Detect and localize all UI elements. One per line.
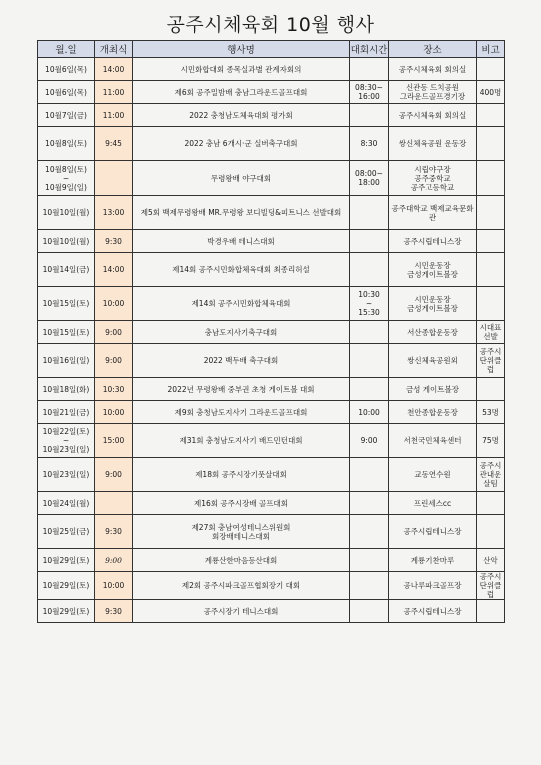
cell-event-name: 제6회 공주밀밤배 충남그라운드골프대회 [133, 81, 350, 104]
cell-duration: 10:30 ~ 15:30 [350, 287, 389, 321]
cell-note [477, 161, 505, 196]
cell-duration: 08:30~ 16:00 [350, 81, 389, 104]
cell-event-name: 공주시장기 테니스대회 [133, 600, 350, 623]
cell-duration [350, 344, 389, 378]
cell-time: 10:30 [95, 378, 133, 401]
table-row [38, 572, 505, 600]
cell-date: 10월21일(금) [38, 401, 95, 424]
cell-time: 14:00 [95, 253, 133, 287]
cell-time: 9:30 [95, 600, 133, 623]
header-venue: 장소 [389, 41, 477, 58]
cell-event-name: 제27회 충남여성테니스위원회 회장배테니스대회 [133, 515, 350, 549]
cell-event-name: 충남도지사기축구대회 [133, 321, 350, 344]
cell-date: 10월16일(일) [38, 344, 95, 378]
cell-venue: 시민운동장 금성게이트볼장 [389, 253, 477, 287]
cell-time: 10:00 [95, 287, 133, 321]
table-row [38, 401, 505, 424]
cell-duration [350, 321, 389, 344]
cell-venue: 쌍신체육공원외 [389, 344, 477, 378]
table-header-row [38, 41, 505, 58]
cell-time: 9:45 [95, 127, 133, 161]
cell-time: 14:00 [95, 58, 133, 81]
header-duration: 대회시간 [350, 41, 389, 58]
cell-duration [350, 515, 389, 549]
cell-date: 10월7일(금) [38, 104, 95, 127]
cell-date: 10월15일(토) [38, 321, 95, 344]
cell-time: 15:00 [95, 424, 133, 458]
cell-venue: 공주시립테니스장 [389, 600, 477, 623]
cell-venue: 교동연수원 [389, 458, 477, 492]
cell-venue: 쌍신체육공원 운동장 [389, 127, 477, 161]
cell-duration [350, 458, 389, 492]
cell-venue: 공나루파크골프장 [389, 572, 477, 600]
cell-time: 9:00 [95, 321, 133, 344]
table-row [38, 81, 505, 104]
cell-duration [350, 196, 389, 230]
cell-note [477, 230, 505, 253]
cell-event-name: 제31회 충청남도지사기 배드민턴대회 [133, 424, 350, 458]
cell-venue: 금성 게이트볼장 [389, 378, 477, 401]
cell-note [477, 196, 505, 230]
cell-note: 75명 [477, 424, 505, 458]
cell-venue: 서천국민체육센터 [389, 424, 477, 458]
cell-event-name: 제18회 공주시장기풋살대회 [133, 458, 350, 492]
cell-duration [350, 600, 389, 623]
cell-note [477, 104, 505, 127]
cell-venue: 공주시체육회 회의실 [389, 104, 477, 127]
cell-date: 10월24일(월) [38, 492, 95, 515]
cell-note [477, 492, 505, 515]
cell-event-name: 2022 충남 6개시·군 실버축구대회 [133, 127, 350, 161]
table-row [38, 600, 505, 623]
cell-event-name: 제16회 공주시장배 골프대회 [133, 492, 350, 515]
table-row [38, 378, 505, 401]
cell-venue: 계룡기찬마루 [389, 549, 477, 572]
cell-date: 10월29일(토) [38, 549, 95, 572]
header-date: 월.일 [38, 41, 95, 58]
cell-note [477, 253, 505, 287]
cell-venue: 서산종합운동장 [389, 321, 477, 344]
table-row [38, 549, 505, 572]
cell-venue: 공주시체육회 회의실 [389, 58, 477, 81]
cell-event-name: 박경우배 테니스대회 [133, 230, 350, 253]
table-body [38, 58, 505, 623]
cell-date: 10월29일(토) [38, 600, 95, 623]
cell-note [477, 378, 505, 401]
table-row [38, 515, 505, 549]
cell-event-name: 2022 백두배 축구대회 [133, 344, 350, 378]
cell-date: 10월25일(금) [38, 515, 95, 549]
cell-event-name: 제14회 공주시민화합체육대회 최종리허설 [133, 253, 350, 287]
cell-venue: 시립야구장 공주중학교 공주고등학교 [389, 161, 477, 196]
table-row [38, 344, 505, 378]
cell-time: 9:00 [95, 344, 133, 378]
cell-venue: 공주대학교 백제교육문화관 [389, 196, 477, 230]
cell-note: 공주시관내운 살팀 [477, 458, 505, 492]
cell-duration: 10:00 [350, 401, 389, 424]
cell-note [477, 287, 505, 321]
cell-date: 10월6일(목) [38, 81, 95, 104]
cell-note: 400명 [477, 81, 505, 104]
cell-date: 10월10일(월) [38, 230, 95, 253]
cell-duration [350, 549, 389, 572]
header-time: 개최식 [95, 41, 133, 58]
cell-date: 10월18일(화) [38, 378, 95, 401]
cell-event-name: 2022년 무령왕배 중부권 초청 게이트볼 대회 [133, 378, 350, 401]
cell-event-name: 시민화합대회 종목실과별 관계자회의 [133, 58, 350, 81]
cell-note [477, 127, 505, 161]
event-schedule-table [37, 40, 505, 623]
cell-date: 10월8일(토) [38, 127, 95, 161]
page-title: 공주시체육회 10월 행사 [166, 14, 375, 36]
header-note: 비고 [477, 41, 505, 58]
cell-note [477, 515, 505, 549]
cell-duration [350, 104, 389, 127]
cell-note [477, 58, 505, 81]
cell-time: 9:30 [95, 515, 133, 549]
cell-time: 11:00 [95, 104, 133, 127]
cell-time: 9:00 [95, 549, 133, 572]
cell-time: 9:00 [95, 458, 133, 492]
cell-duration [350, 253, 389, 287]
cell-time: 9:30 [95, 230, 133, 253]
table-row [38, 58, 505, 81]
table-row [38, 424, 505, 458]
cell-time: 10:00 [95, 401, 133, 424]
cell-duration: 08:00~ 18:00 [350, 161, 389, 196]
table-row [38, 321, 505, 344]
cell-duration [350, 58, 389, 81]
header-event-name: 행사명 [133, 41, 350, 58]
cell-duration [350, 572, 389, 600]
cell-time: 13:00 [95, 196, 133, 230]
cell-note: 53명 [477, 401, 505, 424]
table-row [38, 287, 505, 321]
cell-duration [350, 492, 389, 515]
cell-date: 10월29일(토) [38, 572, 95, 600]
cell-time [95, 492, 133, 515]
cell-event-name: 제14회 공주시민화합체육대회 [133, 287, 350, 321]
cell-event-name: 제5회 백제무령왕배 MR.무령왕 보디빌딩&피트니스 선발대회 [133, 196, 350, 230]
table-row [38, 196, 505, 230]
cell-venue: 공주시립테니스장 [389, 230, 477, 253]
cell-date: 10월8일(토) ~ 10월9일(일) [38, 161, 95, 196]
cell-venue: 프린세스cc [389, 492, 477, 515]
cell-date: 10월14일(금) [38, 253, 95, 287]
table-row [38, 161, 505, 196]
cell-duration: 9:00 [350, 424, 389, 458]
table-row [38, 492, 505, 515]
table-row [38, 104, 505, 127]
table-row [38, 458, 505, 492]
table-row [38, 253, 505, 287]
cell-event-name: 제2회 공주시파크골프협회장기 대회 [133, 572, 350, 600]
cell-note: 공주시 단위클럽 [477, 344, 505, 378]
cell-note [477, 600, 505, 623]
cell-venue: 신관동 드치공원 그라운드골프경기장 [389, 81, 477, 104]
cell-duration: 8:30 [350, 127, 389, 161]
cell-event-name: 2022 충청남도체육대회 평가회 [133, 104, 350, 127]
cell-note: 시대표 선발 [477, 321, 505, 344]
cell-duration [350, 230, 389, 253]
cell-event-name: 제9회 충청남도지사기 그라운드골프대회 [133, 401, 350, 424]
table-row [38, 127, 505, 161]
cell-event-name: 무령왕배 야구대회 [133, 161, 350, 196]
cell-note: 공주시 단위클럽 [477, 572, 505, 600]
cell-time: 11:00 [95, 81, 133, 104]
cell-date: 10월6일(목) [38, 58, 95, 81]
cell-date: 10월22일(토) ~ 10월23일(일) [38, 424, 95, 458]
cell-duration [350, 378, 389, 401]
cell-date: 10월23일(일) [38, 458, 95, 492]
cell-date: 10월15일(토) [38, 287, 95, 321]
cell-venue: 시민운동장 금성게이트볼장 [389, 287, 477, 321]
cell-time [95, 161, 133, 196]
table-row [38, 230, 505, 253]
cell-event-name: 계룡산한마음등산대회 [133, 549, 350, 572]
cell-note: 산악 [477, 549, 505, 572]
cell-date: 10월10일(월) [38, 196, 95, 230]
cell-time: 10:00 [95, 572, 133, 600]
cell-venue: 천안종합운동장 [389, 401, 477, 424]
cell-venue: 공주시립테니스장 [389, 515, 477, 549]
